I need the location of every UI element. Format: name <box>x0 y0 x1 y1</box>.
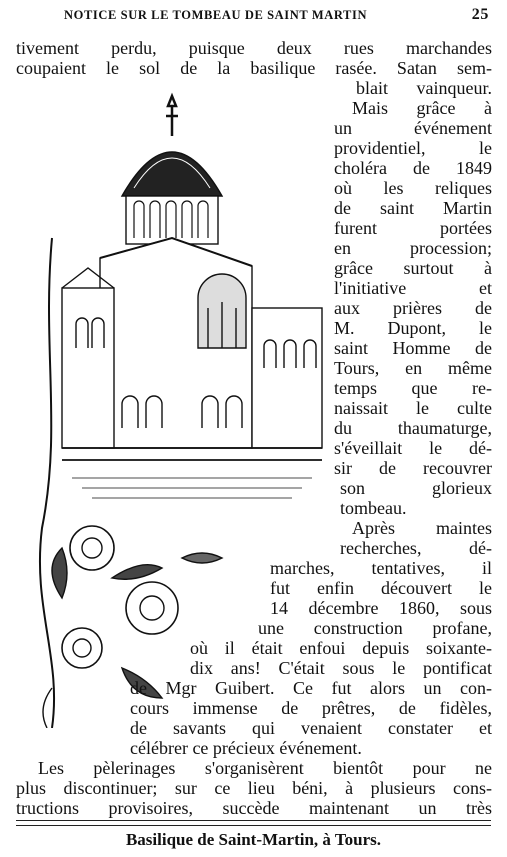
text-line: tructions provisoires, succède maintenant un très <box>16 798 492 818</box>
text-line: où les reliques <box>334 178 492 198</box>
caption-divider <box>16 820 491 826</box>
text-line: aux prières de <box>334 298 492 318</box>
text-line: Les pèlerinages s'organisèrent bientôt pour ne <box>38 758 492 778</box>
text-line: tivement perdu, puisque deux rues marchandes <box>16 38 492 58</box>
text-line: son glorieux <box>340 478 492 498</box>
text-line: tombeau. <box>340 498 407 518</box>
text-line: de Mgr Guibert. Ce fut alors un con- <box>130 678 492 698</box>
text-line: une construction profane, <box>258 618 492 638</box>
text-line: providentiel, le <box>334 138 492 158</box>
text-line: Tours, en même <box>334 358 492 378</box>
text-line: dix ans! C'était sous le pontificat <box>190 658 492 678</box>
text-line: en procession; <box>334 238 492 258</box>
text-line: s'éveillait le dé- <box>334 438 492 458</box>
text-line: M. Dupont, le <box>334 318 492 338</box>
text-line: marches, tentatives, il <box>270 558 492 578</box>
text-line: Après maintes <box>352 518 492 538</box>
page-number: 25 <box>471 6 489 23</box>
text-line: de savants qui venaient constater et <box>130 718 492 738</box>
text-line: 14 décembre 1860, sous <box>270 598 492 618</box>
text-line: choléra de 1849 <box>334 158 492 178</box>
text-line: où il était enfoui depuis soixante- <box>190 638 492 658</box>
text-line: du thaumaturge, <box>334 418 492 438</box>
running-title: NOTICE SUR LE TOMBEAU DE SAINT MARTIN <box>64 8 368 22</box>
text-line: grâce surtout à <box>334 258 492 278</box>
running-header <box>14 6 493 26</box>
text-line: saint Homme de <box>334 338 492 358</box>
text-line: furent portées <box>334 218 492 238</box>
text-line: recherches, dé- <box>340 538 492 558</box>
text-line: l'initiative et <box>334 278 492 298</box>
figure-caption: Basilique de Saint-Martin, à Tours. <box>125 830 382 849</box>
text-line: sir de recouvrer <box>334 458 492 478</box>
text-line: cours immense de prêtres, de fidèles, <box>130 698 492 718</box>
text-line: plus discontinuer; sur ce lieu béni, à plusieurs cons- <box>16 778 492 798</box>
text-line: fut enfin découvert le <box>270 578 492 598</box>
text-line: temps que re- <box>334 378 492 398</box>
text-line: un événement <box>334 118 492 138</box>
text-line: blait vainqueur. <box>356 78 492 98</box>
text-line: de saint Martin <box>334 198 492 218</box>
text-line: coupaient le sol de la basilique rasée. Satan sem- <box>16 58 492 78</box>
text-line: Mais grâce à <box>352 98 492 118</box>
text-line: naissait le culte <box>334 398 492 418</box>
text-line: célébrer ce précieux événement. <box>130 738 362 758</box>
